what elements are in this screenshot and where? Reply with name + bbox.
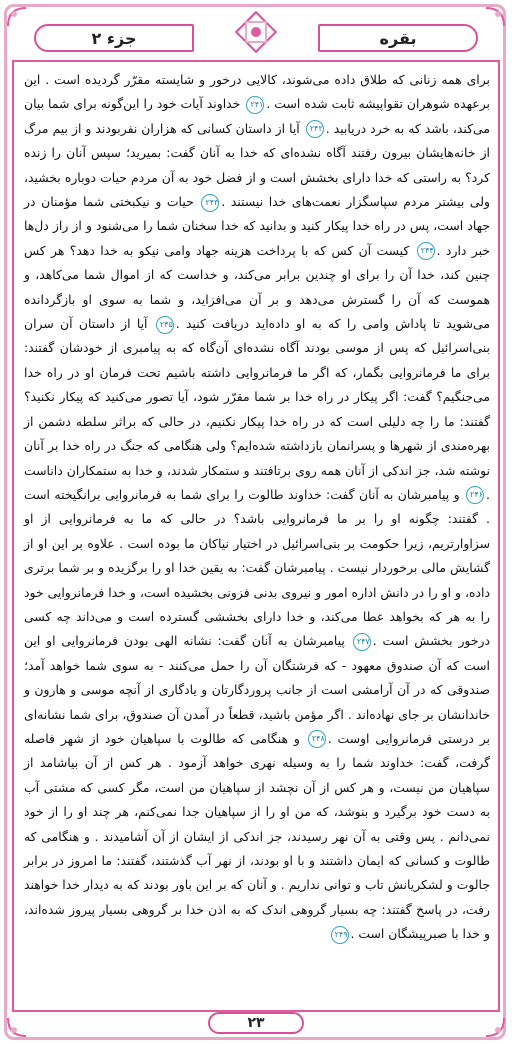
ayah-number-marker: ۲۴۴ [417,242,435,260]
verse-text: خداوند آیات خود را این‌گونه برای شما بیان می‌کند، باشد که به خرد دریابید . [24,96,490,136]
page-number: ۲۳ [208,1012,304,1034]
ayah-number-marker: ۲۴۲ [306,120,324,138]
corner-ornament-icon [6,1016,28,1038]
ayah-number-marker: ۲۴۷ [353,633,371,651]
corner-ornament-icon [484,1016,506,1038]
verse-text: حیات و نیکبختی شما مؤمنان در جهاد است، پس در راه خدا پیکار کنید و بدانید که خدا سخنان شما را می‌شنود و از راز دل‌ها خبر دارد . [24,194,490,258]
verse-text: کیست آن کس که با پرداخت هزینه جهاد وامی نیکو به خدا دهد؟ هر کس چنین کند، خدا آن را برای او چندین برابر می‌کند، و خداست که از اموال شما می‌کاهد، و هموست که آن را گسترش می‌دهد و بر آن می‌افزاید، و شما به سوی او بازگردانده می‌شوید تا پاداش وامی را که به او داده‌اید دریافت کنید . [24,242,490,332]
verse-text-block [24,68,490,947]
ayah-number-marker: ۲۴۱ [246,96,264,114]
ayah-number-marker: ۲۴۹ [331,926,349,944]
surah-name: بقره [318,24,478,52]
ayah-number-marker: ۲۴۸ [308,730,326,748]
verse-text: برای همه زنانی که طلاق داده می‌شوند، کالایی درخور و شایسته مقرّر گردیده است . این برعهده شوهران تقواپیشه ثابت شده است . [24,72,490,112]
page-header [14,8,498,60]
verse-text: و هنگامی که طالوت با سپاهیان خود از شهر فاصله گرفت، گفت: خداوند شما را به وسیله نهری خواهد آزمود . هر کس از آن بیاشامد از سپاهیان من نیست، و هر کس از آن نچشد از سپاهیان من است، مگر کسی که مشتی آب به دست خود برگیرد و بنوشد، که من او را از سپاهیان جدا نمی‌کنم، هر چند او را از خود نمی‌دانم . پس وقتی به آن نهر رسیدند، جز اندکی از ایشان از آن آشامیدند . و هنگامی که طالوت و کسانی که ایمان داشتند و با او بودند، از نهر آب گذشتند، گفتند: ما امروز در برابر جالوت و لشکریانش تاب و توانی نداریم . و آنان که بر این باور بودند که به دیدار خدا خواهند رفت، در پاسخ گفتند: چه بسیار گروهی اندک که به اذن خدا بر گروهی بسیار پیروز شده‌اند، و خدا با صبرپیشگان است . [24,730,490,942]
ayah-number-marker: ۲۴۵ [156,316,174,334]
verse-text: آیا از داستان آن سران بنی‌اسرائیل که پس از موسی بودند آگاه نشده‌ای آن‌گاه که به پیامبری از خودشان گفتند: برای ما فرمانروایی بگمار، که اگر ما فرمانروایی داشته باشیم تحت فرمان او در راه خدا می‌جنگیم؟ گفت: اگر پیکار در راه خدا بر شما مقرّر شود، آیا تصور می‌کنید که پیکار نکنید؟ گفتند: ما را چه دلیلی است که در راه خدا پیکار نکنیم، در حالی که براثر سلطه دشمن از بهره‌مندی از شهرها و پسرانمان بازداشته شده‌ایم؟ ولی هنگامی که جنگ در راه خدا بر آنان نوشته شد، جز اندکی از آنان همه روی برتافتند و ستمکار شدند، و خدا به ستمکاران داناست . [24,316,490,502]
verse-text: پیامبرشان به آنان گفت: نشانه الهی بودن فرمانروایی او این است که آن صندوق معهود - که فرشتگان آن را حمل می‌کنند - به سوی شما خواهد آمد؛ صندوقی که در آن آرامشی است از جانب پروردگارتان و یادگاری از آنچه موسی و هارون و خاندانشان بر جای نهاده‌اند . اگر مؤمن باشید، قطعاً در آمدن آن صندوق، برای شما نشانه‌ای بر درستی فرمانروایی اوست . [24,633,490,746]
ayah-number-marker: ۲۴۶ [466,486,484,504]
juz-number: جزء ۲ [34,24,194,52]
ayah-number-marker: ۲۴۳ [201,194,219,212]
ornament-emblem-icon [234,10,278,54]
verse-text: آیا از داستان کسانی که هزاران نفربودند و از بیم مرگ از خانه‌هایشان بیرون رفتند آگاه نشده‌ای که خدا به آنان گفت: بمیرید؛ سپس آنان را زنده کرد؟ به راستی که خدا دارای بخشش است و از فضل خود به آن مردم حیات دوباره بخشید، ولی بیشتر مردم سپاسگزار نعمت‌های خدا نیستند . [24,120,490,210]
verse-text: و پیامبرشان به آنان گفت: خداوند طالوت را برای شما به فرمانروایی برانگیخته است . گفتند: چگونه او را بر ما فرمانروایی باشد؟ در حالی که ما به فرمانروایی از او سزاوارتریم، زیرا حکومت بر بنی‌اسرائیل در اختیار نیاکان ما بوده است . علاوه بر این او از گشایش مالی برخوردار نیست . پیامبرشان گفت: به یقین خدا او را برگزیده و بر شما برتری داده، و او را در دانش اداره امور و نیروی بدنی فزونی بخشیده است، و خدا فرمانروایی خود را به هر که بخواهد عطا می‌کند، و خدا دارای بخششی گسترده است و می‌داند چه کسی درخور بخشش است . [24,486,490,649]
